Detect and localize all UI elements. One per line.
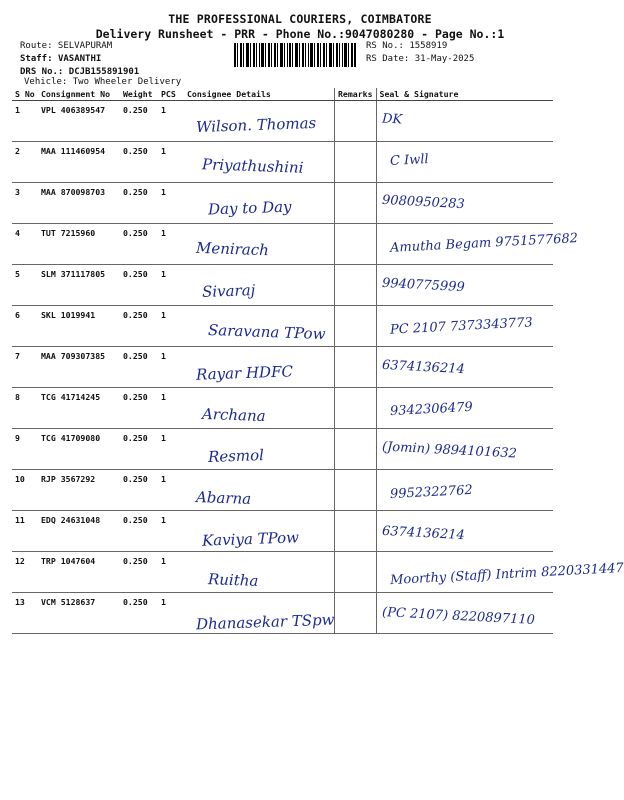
row-seal-cell: [376, 142, 553, 183]
company-title: THE PROFESSIONAL COURIERS, COIMBATORE: [168, 12, 432, 26]
row-sno: 9: [12, 429, 38, 470]
row-pcs: 1: [158, 306, 184, 347]
row-pcs: 1: [158, 552, 184, 593]
seal-signature-handwriting: (Jomin) 9894101632: [381, 439, 518, 462]
row-consignee-cell: [184, 552, 335, 593]
seal-signature-handwriting: (PC 2107) 8220897110: [381, 604, 536, 628]
consignee-handwriting: Archana: [201, 404, 266, 425]
row-weight: 0.250: [120, 265, 158, 306]
row-weight: 0.250: [120, 101, 158, 142]
row-pcs: 1: [158, 429, 184, 470]
row-consignee-cell: [184, 429, 335, 470]
row-consignee-cell: [184, 470, 335, 511]
row-seal-cell: [376, 183, 553, 224]
col-header-pcs: PCS: [158, 88, 184, 101]
row-weight: 0.250: [120, 347, 158, 388]
row-remarks-cell: [335, 101, 377, 142]
row-pcs: 1: [158, 593, 184, 634]
row-weight: 0.250: [120, 593, 158, 634]
row-pcs: 1: [158, 511, 184, 552]
runsheet-table: [12, 88, 553, 634]
consignee-handwriting: Ruitha: [207, 570, 259, 591]
seal-signature-handwriting: 6374136214: [381, 358, 466, 378]
table-header-row: [12, 88, 553, 101]
row-pcs: 1: [158, 101, 184, 142]
row-sno: 1: [12, 101, 38, 142]
row-remarks-cell: [335, 224, 377, 265]
rs-number: RS No.: 1558919: [366, 41, 448, 51]
table-row: [12, 593, 553, 634]
row-consignment-no: SLM 371117805: [38, 265, 120, 306]
row-pcs: 1: [158, 224, 184, 265]
row-consignee-cell: [184, 142, 335, 183]
drs-label: DRS No.:: [20, 67, 64, 77]
staff-value: VASANTHI: [57, 54, 102, 64]
row-weight: 0.250: [120, 142, 158, 183]
row-consignee-cell: [184, 183, 335, 224]
row-weight: 0.250: [120, 552, 158, 593]
row-remarks-cell: [335, 593, 377, 634]
row-remarks-cell: [335, 511, 377, 552]
row-weight: 0.250: [120, 224, 158, 265]
consignee-handwriting: Sivaraj: [201, 280, 256, 301]
row-sno: 12: [12, 552, 38, 593]
row-consignee-cell: [184, 347, 335, 388]
row-seal-cell: [376, 347, 553, 388]
table-row: [12, 265, 553, 306]
row-consignee-cell: [184, 101, 335, 142]
row-weight: 0.250: [120, 183, 158, 224]
table-row: [12, 142, 553, 183]
row-consignment-no: VCM 5128637: [38, 593, 120, 634]
row-weight: 0.250: [120, 306, 158, 347]
consignee-handwriting: Menirach: [195, 238, 270, 260]
table-row: [12, 388, 553, 429]
row-weight: 0.250: [120, 511, 158, 552]
consignee-handwriting: Rayar HDFC: [195, 362, 294, 385]
row-seal-cell: [376, 470, 553, 511]
col-header-consignee: Consignee Details: [184, 88, 335, 101]
row-weight: 0.250: [120, 470, 158, 511]
row-seal-cell: [376, 306, 553, 347]
route-label: Route: SELVAPURAM: [20, 41, 113, 51]
consignee-handwriting: Dhanasekar TSpw: [195, 610, 335, 634]
consignee-handwriting: Resmol: [207, 446, 265, 467]
row-consignment-no: MAA 111460954: [38, 142, 120, 183]
rs-date: RS Date: 31-May-2025: [366, 54, 475, 64]
row-seal-cell: [376, 224, 553, 265]
row-sno: 4: [12, 224, 38, 265]
vehicle-label: Vehicle: Two Wheeler Delivery: [24, 77, 182, 87]
seal-signature-handwriting: DK: [381, 111, 403, 128]
row-consignee-cell: [184, 388, 335, 429]
consignee-handwriting: Kaviya TPow: [201, 528, 300, 550]
row-consignment-no: TCG 41709080: [38, 429, 120, 470]
row-consignment-no: SKL 1019941: [38, 306, 120, 347]
row-remarks-cell: [335, 265, 377, 306]
row-pcs: 1: [158, 388, 184, 429]
row-consignment-no: EDQ 24631048: [38, 511, 120, 552]
seal-signature-handwriting: 9952322762: [389, 482, 474, 502]
row-pcs: 1: [158, 265, 184, 306]
row-consignment-no: TUT 7215960: [38, 224, 120, 265]
row-consignee-cell: [184, 593, 335, 634]
row-sno: 10: [12, 470, 38, 511]
consignee-handwriting: Abarna: [195, 487, 252, 508]
row-remarks-cell: [335, 552, 377, 593]
table-row: [12, 552, 553, 593]
seal-signature-handwriting: Moorthy (Staff) Intrim 8220331447: [389, 561, 624, 589]
consignee-handwriting: Wilson. Thomas: [195, 113, 317, 137]
row-consignment-no: VPL 406389547: [38, 101, 120, 142]
row-consignee-cell: [184, 511, 335, 552]
barcode-image: [234, 43, 356, 67]
table-row: [12, 347, 553, 388]
col-header-sno: S No: [12, 88, 38, 101]
row-remarks-cell: [335, 388, 377, 429]
seal-signature-handwriting: 9342306479: [389, 399, 474, 419]
row-pcs: 1: [158, 470, 184, 511]
row-sno: 2: [12, 142, 38, 183]
seal-signature-handwriting: PC 2107 7373343773: [389, 315, 534, 338]
row-pcs: 1: [158, 142, 184, 183]
row-weight: 0.250: [120, 388, 158, 429]
row-consignment-no: MAA 870098703: [38, 183, 120, 224]
drs-value: DCJB155891901: [68, 67, 140, 77]
row-pcs: 1: [158, 347, 184, 388]
row-sno: 3: [12, 183, 38, 224]
seal-signature-handwriting: Amutha Begam 9751577682: [389, 231, 579, 257]
consignee-handwriting: Day to Day: [207, 197, 292, 219]
seal-signature-handwriting: 9940775999: [381, 275, 466, 295]
row-sno: 8: [12, 388, 38, 429]
col-header-seal: Seal & Signature: [376, 88, 553, 101]
table-row: [12, 470, 553, 511]
staff-row: [20, 53, 101, 66]
runsheet-subtitle: Delivery Runsheet - PRR - Phone No.:9047080280 - Page No.:1: [95, 27, 505, 41]
consignee-handwriting: Priyathushini: [201, 155, 304, 178]
row-seal-cell: [376, 593, 553, 634]
table-row: [12, 183, 553, 224]
row-remarks-cell: [335, 142, 377, 183]
row-sno: 13: [12, 593, 38, 634]
row-seal-cell: [376, 101, 553, 142]
seal-signature-handwriting: 9080950283: [381, 192, 466, 212]
staff-label: Staff:: [20, 54, 53, 64]
col-header-remarks: Remarks: [335, 88, 377, 101]
row-seal-cell: [376, 511, 553, 552]
row-sno: 6: [12, 306, 38, 347]
table-row: [12, 306, 553, 347]
row-remarks-cell: [335, 306, 377, 347]
row-consignment-no: TCG 41714245: [38, 388, 120, 429]
row-remarks-cell: [335, 347, 377, 388]
consignee-handwriting: Saravana TPow: [207, 320, 326, 344]
seal-signature-handwriting: C Iwll: [389, 152, 430, 170]
col-header-weight: Weight: [120, 88, 158, 101]
row-consignment-no: RJP 3567292: [38, 470, 120, 511]
row-consignee-cell: [184, 224, 335, 265]
table-row: [12, 511, 553, 552]
row-sno: 7: [12, 347, 38, 388]
row-seal-cell: [376, 552, 553, 593]
row-remarks-cell: [335, 429, 377, 470]
table-row: [12, 101, 553, 142]
row-remarks-cell: [335, 183, 377, 224]
row-pcs: 1: [158, 183, 184, 224]
row-sno: 5: [12, 265, 38, 306]
row-seal-cell: [376, 388, 553, 429]
table-row: [12, 224, 553, 265]
row-remarks-cell: [335, 470, 377, 511]
row-consignment-no: TRP 1047604: [38, 552, 120, 593]
col-header-consignment: Consignment No: [38, 88, 120, 101]
row-sno: 11: [12, 511, 38, 552]
row-consignee-cell: [184, 265, 335, 306]
row-consignee-cell: [184, 306, 335, 347]
row-weight: 0.250: [120, 429, 158, 470]
row-seal-cell: [376, 429, 553, 470]
row-seal-cell: [376, 265, 553, 306]
seal-signature-handwriting: 6374136214: [381, 523, 466, 544]
table-row: [12, 429, 553, 470]
row-consignment-no: MAA 709307385: [38, 347, 120, 388]
